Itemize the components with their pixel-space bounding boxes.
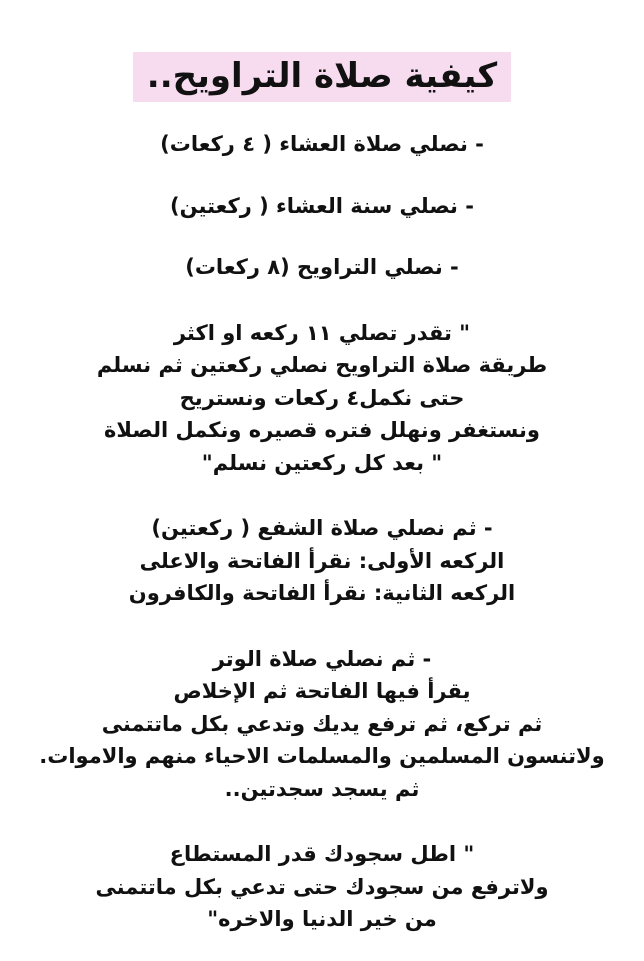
text-line: " بعد كل ركعتين نسلم"	[201, 450, 443, 475]
text-line: - نصلي التراويح (٨ ركعات)	[185, 255, 459, 279]
text-line: حتى نكمل٤ ركعات ونستريح	[179, 385, 465, 410]
section-witr	[0, 643, 644, 806]
text-line: طريقة صلاة التراويح نصلي ركعتين ثم نسلم	[96, 353, 548, 377]
title-container	[0, 52, 644, 102]
section-isha	[0, 128, 644, 161]
text-line: ولاتنسون المسلمين والمسلمات الاحياء منهم والاموات.	[39, 744, 605, 768]
section-taraweeh	[0, 251, 644, 284]
text-line: ونستغفر ونهلل فتره قصيره ونكمل الصلاة	[104, 418, 540, 442]
text-line: يقرأ فيها الفاتحة ثم الإخلاص	[173, 679, 471, 703]
text-line: الركعه الثانية: نقرأ الفاتحة والكافرون	[128, 581, 516, 605]
section-isha-sunnah	[0, 190, 644, 223]
text-line: ثم يسجد سجدتين..	[224, 776, 420, 801]
text-line: ولاترفع من سجودك حتى تدعي بكل ماتتمنى	[95, 874, 549, 899]
text-line: - نصلي صلاة العشاء ( ٤ ركعات)	[160, 132, 484, 156]
text-line: - ثم نصلي صلاة الوتر	[212, 646, 432, 671]
page-title: كيفية صلاة التراويح..	[133, 52, 511, 102]
text-line: من خير الدنيا والاخره"	[207, 907, 437, 931]
text-line: " تقدر تصلي ١١ ركعه او اكثر	[173, 320, 471, 345]
text-line: " اطل سجودك قدر المستطاع	[169, 842, 475, 866]
section-taraweeh-method	[0, 317, 644, 480]
text-line: ثم تركع، ثم ترفع يديك وتدعي بكل ماتتمنى	[101, 711, 543, 736]
section-sujood-advice	[0, 838, 644, 936]
text-line: - ثم نصلي صلاة الشفع ( ركعتين)	[151, 516, 493, 540]
text-line: الركعه الأولى: نقرأ الفاتحة والاعلى	[139, 548, 505, 573]
section-shafa	[0, 512, 644, 610]
text-line: - نصلي سنة العشاء ( ركعتين)	[170, 193, 474, 218]
